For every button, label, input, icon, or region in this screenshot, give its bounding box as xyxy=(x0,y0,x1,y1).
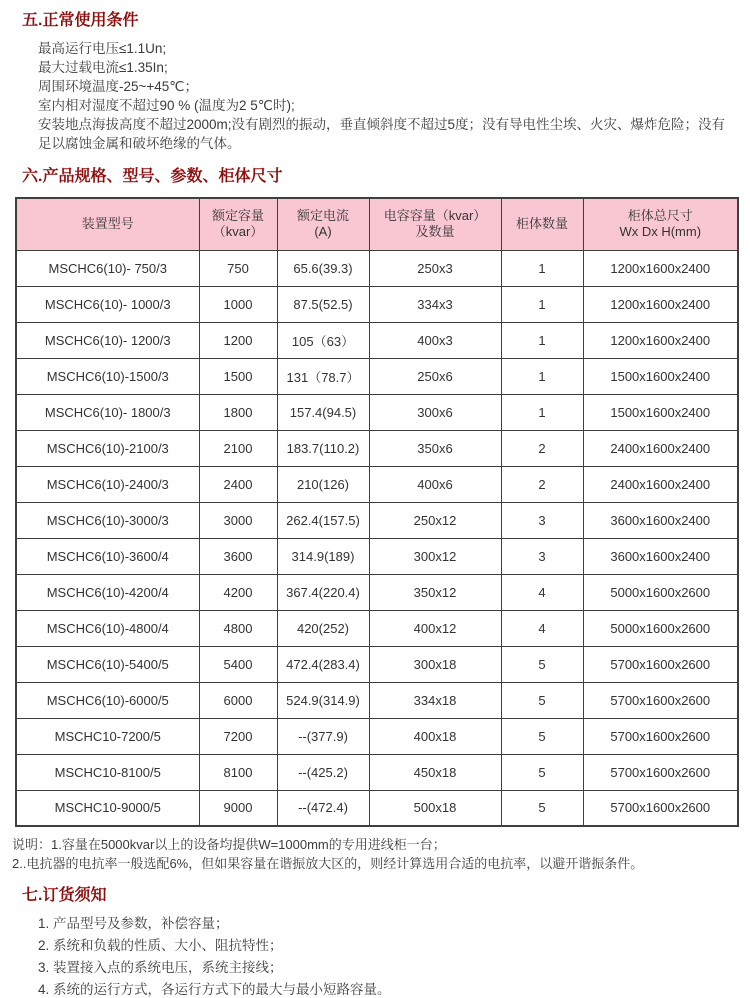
rated-capacity-cell: 7200 xyxy=(199,718,277,754)
rated-current-cell: 262.4(157.5) xyxy=(277,502,369,538)
rated-capacity-cell: 4800 xyxy=(199,610,277,646)
cabinet-count-cell: 4 xyxy=(501,574,583,610)
model-cell: MSCHC6(10)-3600/4 xyxy=(16,538,199,574)
model-cell: MSCHC10-9000/5 xyxy=(16,790,199,826)
rated-capacity-cell: 2400 xyxy=(199,466,277,502)
cabinet-size-cell: 5700x1600x2600 xyxy=(583,682,738,718)
cabinet-size-cell: 5000x1600x2600 xyxy=(583,574,738,610)
rated-capacity-cell: 9000 xyxy=(199,790,277,826)
capacitor-qty-cell: 250x3 xyxy=(369,250,501,286)
col-header-cabinet-size: 柜体总尺寸 Wx Dx H(mm) xyxy=(583,198,738,250)
model-cell: MSCHC6(10)-4200/4 xyxy=(16,574,199,610)
rated-current-cell: --(377.9) xyxy=(277,718,369,754)
cabinet-count-cell: 5 xyxy=(501,754,583,790)
table-row xyxy=(16,322,738,358)
cabinet-count-cell: 2 xyxy=(501,430,583,466)
cabinet-count-cell: 5 xyxy=(501,718,583,754)
table-notes xyxy=(12,835,736,873)
col-header-capacitor-qty: 电容容量（kvar） 及数量 xyxy=(369,198,501,250)
condition-line: 最大过载电流≤1.35In; xyxy=(38,60,168,75)
capacitor-qty-cell: 400x3 xyxy=(369,322,501,358)
cabinet-size-cell: 5700x1600x2600 xyxy=(583,718,738,754)
cabinet-size-cell: 5700x1600x2600 xyxy=(583,754,738,790)
spec-table-body xyxy=(16,250,738,826)
rated-current-cell: 314.9(189) xyxy=(277,538,369,574)
spec-table xyxy=(15,197,739,827)
capacitor-qty-cell: 400x12 xyxy=(369,610,501,646)
capacitor-qty-cell: 250x12 xyxy=(369,502,501,538)
capacitor-qty-cell: 350x6 xyxy=(369,430,501,466)
section5-conditions xyxy=(38,39,736,153)
rated-current-cell: 367.4(220.4) xyxy=(277,574,369,610)
spec-table-header xyxy=(16,198,738,250)
col-header-rated-current: 额定电流 (A) xyxy=(277,198,369,250)
model-cell: MSCHC6(10)-1500/3 xyxy=(16,358,199,394)
note-line: 说明：1.容量在5000kvar以上的设备均提供W=1000mm的专用进线柜一台； xyxy=(12,837,446,852)
cabinet-count-cell: 3 xyxy=(501,538,583,574)
col-header-cabinet-count: 柜体数量 xyxy=(501,198,583,250)
table-row xyxy=(16,682,738,718)
model-cell: MSCHC6(10)- 750/3 xyxy=(16,250,199,286)
model-cell: MSCHC6(10)-2400/3 xyxy=(16,466,199,502)
model-cell: MSCHC6(10)-5400/5 xyxy=(16,646,199,682)
table-row xyxy=(16,250,738,286)
capacitor-qty-cell: 250x6 xyxy=(369,358,501,394)
rated-current-cell: --(425.2) xyxy=(277,754,369,790)
cabinet-count-cell: 1 xyxy=(501,286,583,322)
rated-current-cell: 472.4(283.4) xyxy=(277,646,369,682)
order-item: 3. 装置接入点的系统电压，系统主接线； xyxy=(38,960,283,975)
rated-current-cell: 105（63） xyxy=(277,322,369,358)
cabinet-size-cell: 1500x1600x2400 xyxy=(583,394,738,430)
table-row xyxy=(16,430,738,466)
cabinet-size-cell: 1500x1600x2400 xyxy=(583,358,738,394)
cabinet-size-cell: 3600x1600x2400 xyxy=(583,538,738,574)
capacitor-qty-cell: 450x18 xyxy=(369,754,501,790)
table-row xyxy=(16,610,738,646)
capacitor-qty-cell: 500x18 xyxy=(369,790,501,826)
cabinet-count-cell: 5 xyxy=(501,682,583,718)
section5-title: 五.正常使用条件 xyxy=(22,12,139,29)
table-row xyxy=(16,754,738,790)
table-row xyxy=(16,718,738,754)
capacitor-qty-cell: 334x18 xyxy=(369,682,501,718)
cabinet-count-cell: 1 xyxy=(501,250,583,286)
cabinet-count-cell: 3 xyxy=(501,502,583,538)
model-cell: MSCHC6(10)- 1200/3 xyxy=(16,322,199,358)
capacitor-qty-cell: 334x3 xyxy=(369,286,501,322)
cabinet-size-cell: 3600x1600x2400 xyxy=(583,502,738,538)
model-cell: MSCHC6(10)-3000/3 xyxy=(16,502,199,538)
cabinet-size-cell: 2400x1600x2400 xyxy=(583,430,738,466)
condition-line: 最高运行电压≤1.1Un; xyxy=(38,41,167,56)
section7-title: 七.订货须知 xyxy=(22,887,107,904)
capacitor-qty-cell: 350x12 xyxy=(369,574,501,610)
cabinet-count-cell: 5 xyxy=(501,790,583,826)
cabinet-size-cell: 1200x1600x2400 xyxy=(583,250,738,286)
col-header-rated-capacity: 额定容量 （kvar） xyxy=(199,198,277,250)
rated-current-cell: 420(252) xyxy=(277,610,369,646)
order-item: 1. 产品型号及参数，补偿容量； xyxy=(38,916,229,931)
table-row xyxy=(16,394,738,430)
model-cell: MSCHC6(10)- 1800/3 xyxy=(16,394,199,430)
header-row xyxy=(16,198,738,250)
model-cell: MSCHC10-7200/5 xyxy=(16,718,199,754)
cabinet-size-cell: 5000x1600x2600 xyxy=(583,610,738,646)
cabinet-count-cell: 1 xyxy=(501,322,583,358)
rated-current-cell: 157.4(94.5) xyxy=(277,394,369,430)
model-cell: MSCHC6(10)-4800/4 xyxy=(16,610,199,646)
table-row xyxy=(16,286,738,322)
section6-title: 六.产品规格、型号、参数、柜体尺寸 xyxy=(22,168,283,185)
rated-capacity-cell: 3600 xyxy=(199,538,277,574)
rated-current-cell: 524.9(314.9) xyxy=(277,682,369,718)
table-row xyxy=(16,358,738,394)
rated-current-cell: 131（78.7） xyxy=(277,358,369,394)
col-header-model: 装置型号 xyxy=(16,198,199,250)
rated-capacity-cell: 1500 xyxy=(199,358,277,394)
rated-capacity-cell: 1000 xyxy=(199,286,277,322)
rated-current-cell: 87.5(52.5) xyxy=(277,286,369,322)
rated-capacity-cell: 3000 xyxy=(199,502,277,538)
rated-capacity-cell: 6000 xyxy=(199,682,277,718)
capacitor-qty-cell: 300x6 xyxy=(369,394,501,430)
cabinet-size-cell: 5700x1600x2600 xyxy=(583,790,738,826)
cabinet-size-cell: 1200x1600x2400 xyxy=(583,286,738,322)
condition-line: 安装地点海拔高度不超过2000m;没有剧烈的振动，垂直倾斜度不超过5度；没有导电性尘埃、火灾、爆炸危险；没有足以腐蚀金属和破坏绝缘的气体。 xyxy=(38,117,726,151)
model-cell: MSCHC6(10)-2100/3 xyxy=(16,430,199,466)
capacitor-qty-cell: 300x12 xyxy=(369,538,501,574)
cabinet-count-cell: 5 xyxy=(501,646,583,682)
rated-current-cell: 183.7(110.2) xyxy=(277,430,369,466)
capacitor-qty-cell: 300x18 xyxy=(369,646,501,682)
rated-capacity-cell: 8100 xyxy=(199,754,277,790)
table-row xyxy=(16,790,738,826)
capacitor-qty-cell: 400x18 xyxy=(369,718,501,754)
rated-capacity-cell: 1200 xyxy=(199,322,277,358)
table-row xyxy=(16,538,738,574)
cabinet-count-cell: 2 xyxy=(501,466,583,502)
table-row xyxy=(16,466,738,502)
model-cell: MSCHC6(10)- 1000/3 xyxy=(16,286,199,322)
rated-capacity-cell: 750 xyxy=(199,250,277,286)
cabinet-count-cell: 1 xyxy=(501,394,583,430)
rated-capacity-cell: 1800 xyxy=(199,394,277,430)
order-item: 2. 系统和负载的性质、大小、阻抗特性； xyxy=(38,938,283,953)
model-cell: MSCHC6(10)-6000/5 xyxy=(16,682,199,718)
capacitor-qty-cell: 400x6 xyxy=(369,466,501,502)
rated-capacity-cell: 2100 xyxy=(199,430,277,466)
condition-line: 室内相对湿度不超过90 % (温度为2 5℃时); xyxy=(38,98,295,113)
table-row xyxy=(16,646,738,682)
table-row xyxy=(16,502,738,538)
rated-capacity-cell: 5400 xyxy=(199,646,277,682)
cabinet-size-cell: 5700x1600x2600 xyxy=(583,646,738,682)
model-cell: MSCHC10-8100/5 xyxy=(16,754,199,790)
rated-current-cell: --(472.4) xyxy=(277,790,369,826)
rated-current-cell: 65.6(39.3) xyxy=(277,250,369,286)
cabinet-size-cell: 1200x1600x2400 xyxy=(583,322,738,358)
condition-line: 周围环境温度-25~+45℃； xyxy=(38,79,198,94)
rated-capacity-cell: 4200 xyxy=(199,574,277,610)
note-line: 2..电抗器的电抗率一般选配6%，但如果容量在谐振放大区的，则经计算选用合适的电抗率，以避开谐振条件。 xyxy=(12,856,644,871)
table-row xyxy=(16,574,738,610)
cabinet-size-cell: 2400x1600x2400 xyxy=(583,466,738,502)
order-requirements-list xyxy=(38,915,736,998)
cabinet-count-cell: 1 xyxy=(501,358,583,394)
order-item: 4. 系统的运行方式，各运行方式下的最大与最小短路容量。 xyxy=(38,982,391,997)
cabinet-count-cell: 4 xyxy=(501,610,583,646)
rated-current-cell: 210(126) xyxy=(277,466,369,502)
